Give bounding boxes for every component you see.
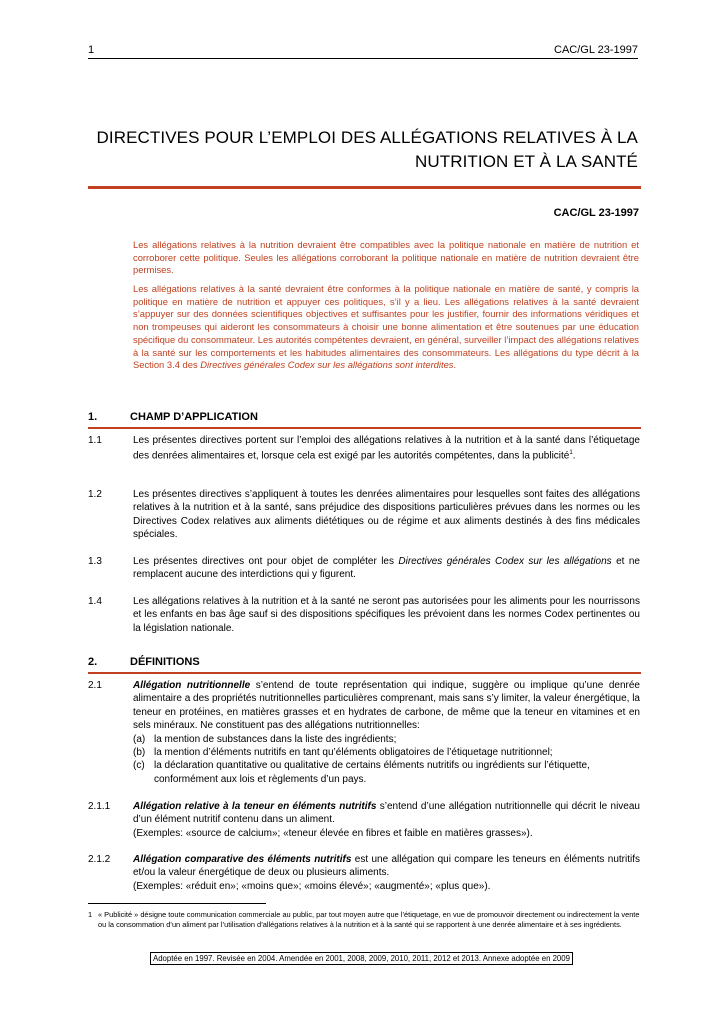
intro-p2-italic: Directives générales Codex sur les allégations sont interdites [200,359,454,371]
list-label: (a) [133,733,146,745]
defined-term: Allégation nutritionnelle [133,680,251,691]
page-header [88,44,638,59]
footnote-ref: 1 [569,450,573,457]
text-italic: Directives générales Codex sur les allégations [398,556,612,567]
paragraph-1-4 [88,595,640,635]
paragraph-number: 2.1.1 [88,801,111,812]
title-line-2: NUTRITION ET À LA SANTÉ [414,152,638,171]
intro-p2-end: . [453,359,457,371]
adoption-note: Adoptée en 1997. Revisée en 2004. Amendée en 2001, 2008, 2009, 2010, 2011, 2012 et 2013. Annexe adoptée en 2009 [150,952,573,965]
subtitle-code: CAC/GL 23-1997 [553,207,639,219]
paragraph-text [133,853,640,880]
list-text: la déclaration quantitative ou qualitative de certains éléments nutritifs ou ingrédients sur l’étiquette, conformément aux lois et règlements d’un pays. [154,760,590,785]
footnote-number: 1 [88,910,93,919]
example-text: (Exemples: «réduit en»; «moins que»; «moins élevé»; «augmenté»; «plus que»). [133,880,491,892]
title-divider [88,186,641,189]
paragraph-text [133,434,640,463]
intro-p2-text: Les allégations relatives à la santé devraient être conformes à la politique nationale en matière de santé, y compris la politique en matière de nutrition et appuyer ces politiques, s’il y a lieu. Les allégations relatives à la santé devraient s’appuyer sur des données scientifiques objectives et suffisantes pour les justifier, fournir des informations véridiques et non trompeuses qui aideront les consommateurs à choisir une bonne alimentation et être soutenues par une éducation spécifique du consommateur. Les autorités compétentes devraient, en général, surveiller l’impact des allégations relatives à la santé sur les comportements et les habitudes alimentaires des consommateurs. Les allégations du type décrit à la Section 3.4 des [133,283,639,371]
paragraph-1-1 [88,434,640,463]
footnote-text: « Publicité » désigne toute communication commerciale au public, par tout moyen autre que l’étiquetage, en vue de promouvoir directement ou indirectement la vente ou la consommation d’un aliment par l’utilisation d’allégations relatives à la nutrition et à la santé qui se rapportent à une denrée alimentaire et à ses ingrédients. [98,910,640,929]
section-1-divider [88,427,641,429]
list-item [133,746,640,759]
exclusion-list [133,733,640,787]
text-pre: Les présentes directives ont pour objet de compléter les [133,556,399,567]
paragraph-text: Les allégations relatives à la nutrition et à la santé ne seront pas autorisées pour les aliments pour les nourrissons et les enfants en bas âge sauf si des dispositions spécifiques les prévoient dans les normes Codex pertinentes ou la législation nationale. [133,596,640,634]
intro-paragraph-1: Les allégations relatives à la nutrition devraient être compatibles avec la politique nationale en matière de nutrition et corroborer cette politique. Seules les allégations corroborant la politique nationale en matière de nutrition devraient être permises. [133,239,639,276]
paragraph-number: 1.3 [88,556,102,567]
paragraph-1-2 [88,488,640,542]
text: Les présentes directives portent sur l’emploi des allégations relatives à la nutrition et à la santé dans l’étiquetage des denrées alimentaires et, lorsque cela est exigé par les autorités compétentes, dans la publicité [133,435,640,462]
definition-text: s’entend d’une allégation nutritionnelle qui décrit le niveau d’un élément nutritif contenu dans un aliment. [133,801,640,826]
section-number: 1. [88,411,98,423]
paragraph-number: 1.2 [88,489,102,500]
section-title: DÉFINITIONS [130,656,200,668]
paragraph-text [133,555,640,582]
list-text: la mention de substances dans la liste des ingrédients; [154,733,397,745]
list-item [133,733,640,746]
section-number: 2. [88,656,98,668]
paragraph-number: 2.1.2 [88,854,111,865]
title-line-1: DIRECTIVES POUR L’EMPLOI DES ALLÉGATIONS RELATIVES À LA [96,128,638,147]
paragraph-1-3 [88,555,640,582]
page-number: 1 [88,44,95,56]
text-end: . [572,450,576,462]
definition-text: est une allégation qui compare les teneurs en éléments nutritifs et/ou la valeur énergétique de deux ou plusieurs aliments. [133,854,640,879]
paragraph-text [133,800,640,827]
definition-text: s’entend de toute représentation qui indique, suggère ou implique qu’une denrée alimentaire a des propriétés nutritionnelles particulières comprenant, mais sans s’y limiter, la valeur énergétique, la teneur en protéines, en matières grasses et en hydrates de carbone, de même que la teneur en vitamines et en sels minéraux. Ne constituent pas des allégations nutritionnelles: [133,680,640,732]
section-title: CHAMP D’APPLICATION [130,411,258,423]
defined-term: Allégation comparative des éléments nutritifs [133,854,352,865]
intro-paragraph-2 [133,283,639,372]
list-label: (c) [133,760,145,772]
paragraph-number: 1.4 [88,596,102,607]
text-post: et ne remplacent aucune des interdictions qui y figurent. [133,556,640,581]
example-text: (Exemples: «source de calcium»; «teneur élevée en fibres et faible en matières grasses»). [133,827,533,839]
document-title [88,126,638,174]
footnote [88,910,640,930]
defined-term: Allégation relative à la teneur en éléments nutritifs [133,801,377,812]
paragraph-number: 2.1 [88,680,102,691]
list-label: (b) [133,747,146,759]
list-text: la mention d’éléments nutritifs en tant qu’éléments obligatoires de l’étiquetage nutritionnel; [154,747,553,759]
paragraph-text [133,679,640,733]
definition-2-1-1 [88,800,640,840]
definition-2-1 [88,679,640,786]
footnote-divider [88,903,266,904]
list-item [133,759,640,786]
section-2-divider [88,672,641,674]
document-code: CAC/GL 23-1997 [554,44,638,56]
definition-2-1-2 [88,853,640,893]
paragraph-number: 1.1 [88,435,102,446]
paragraph-text: Les présentes directives s’appliquent à toutes les denrées alimentaires pour lesquelles sont faites des allégations relatives à la nutrition et à la santé, sans préjudice des dispositions particulières prévues dans les normes ou les Directives Codex relatives aux aliments diététiques ou de régime et aux aliments destinés à des fins médicales spéciales. [133,489,640,541]
